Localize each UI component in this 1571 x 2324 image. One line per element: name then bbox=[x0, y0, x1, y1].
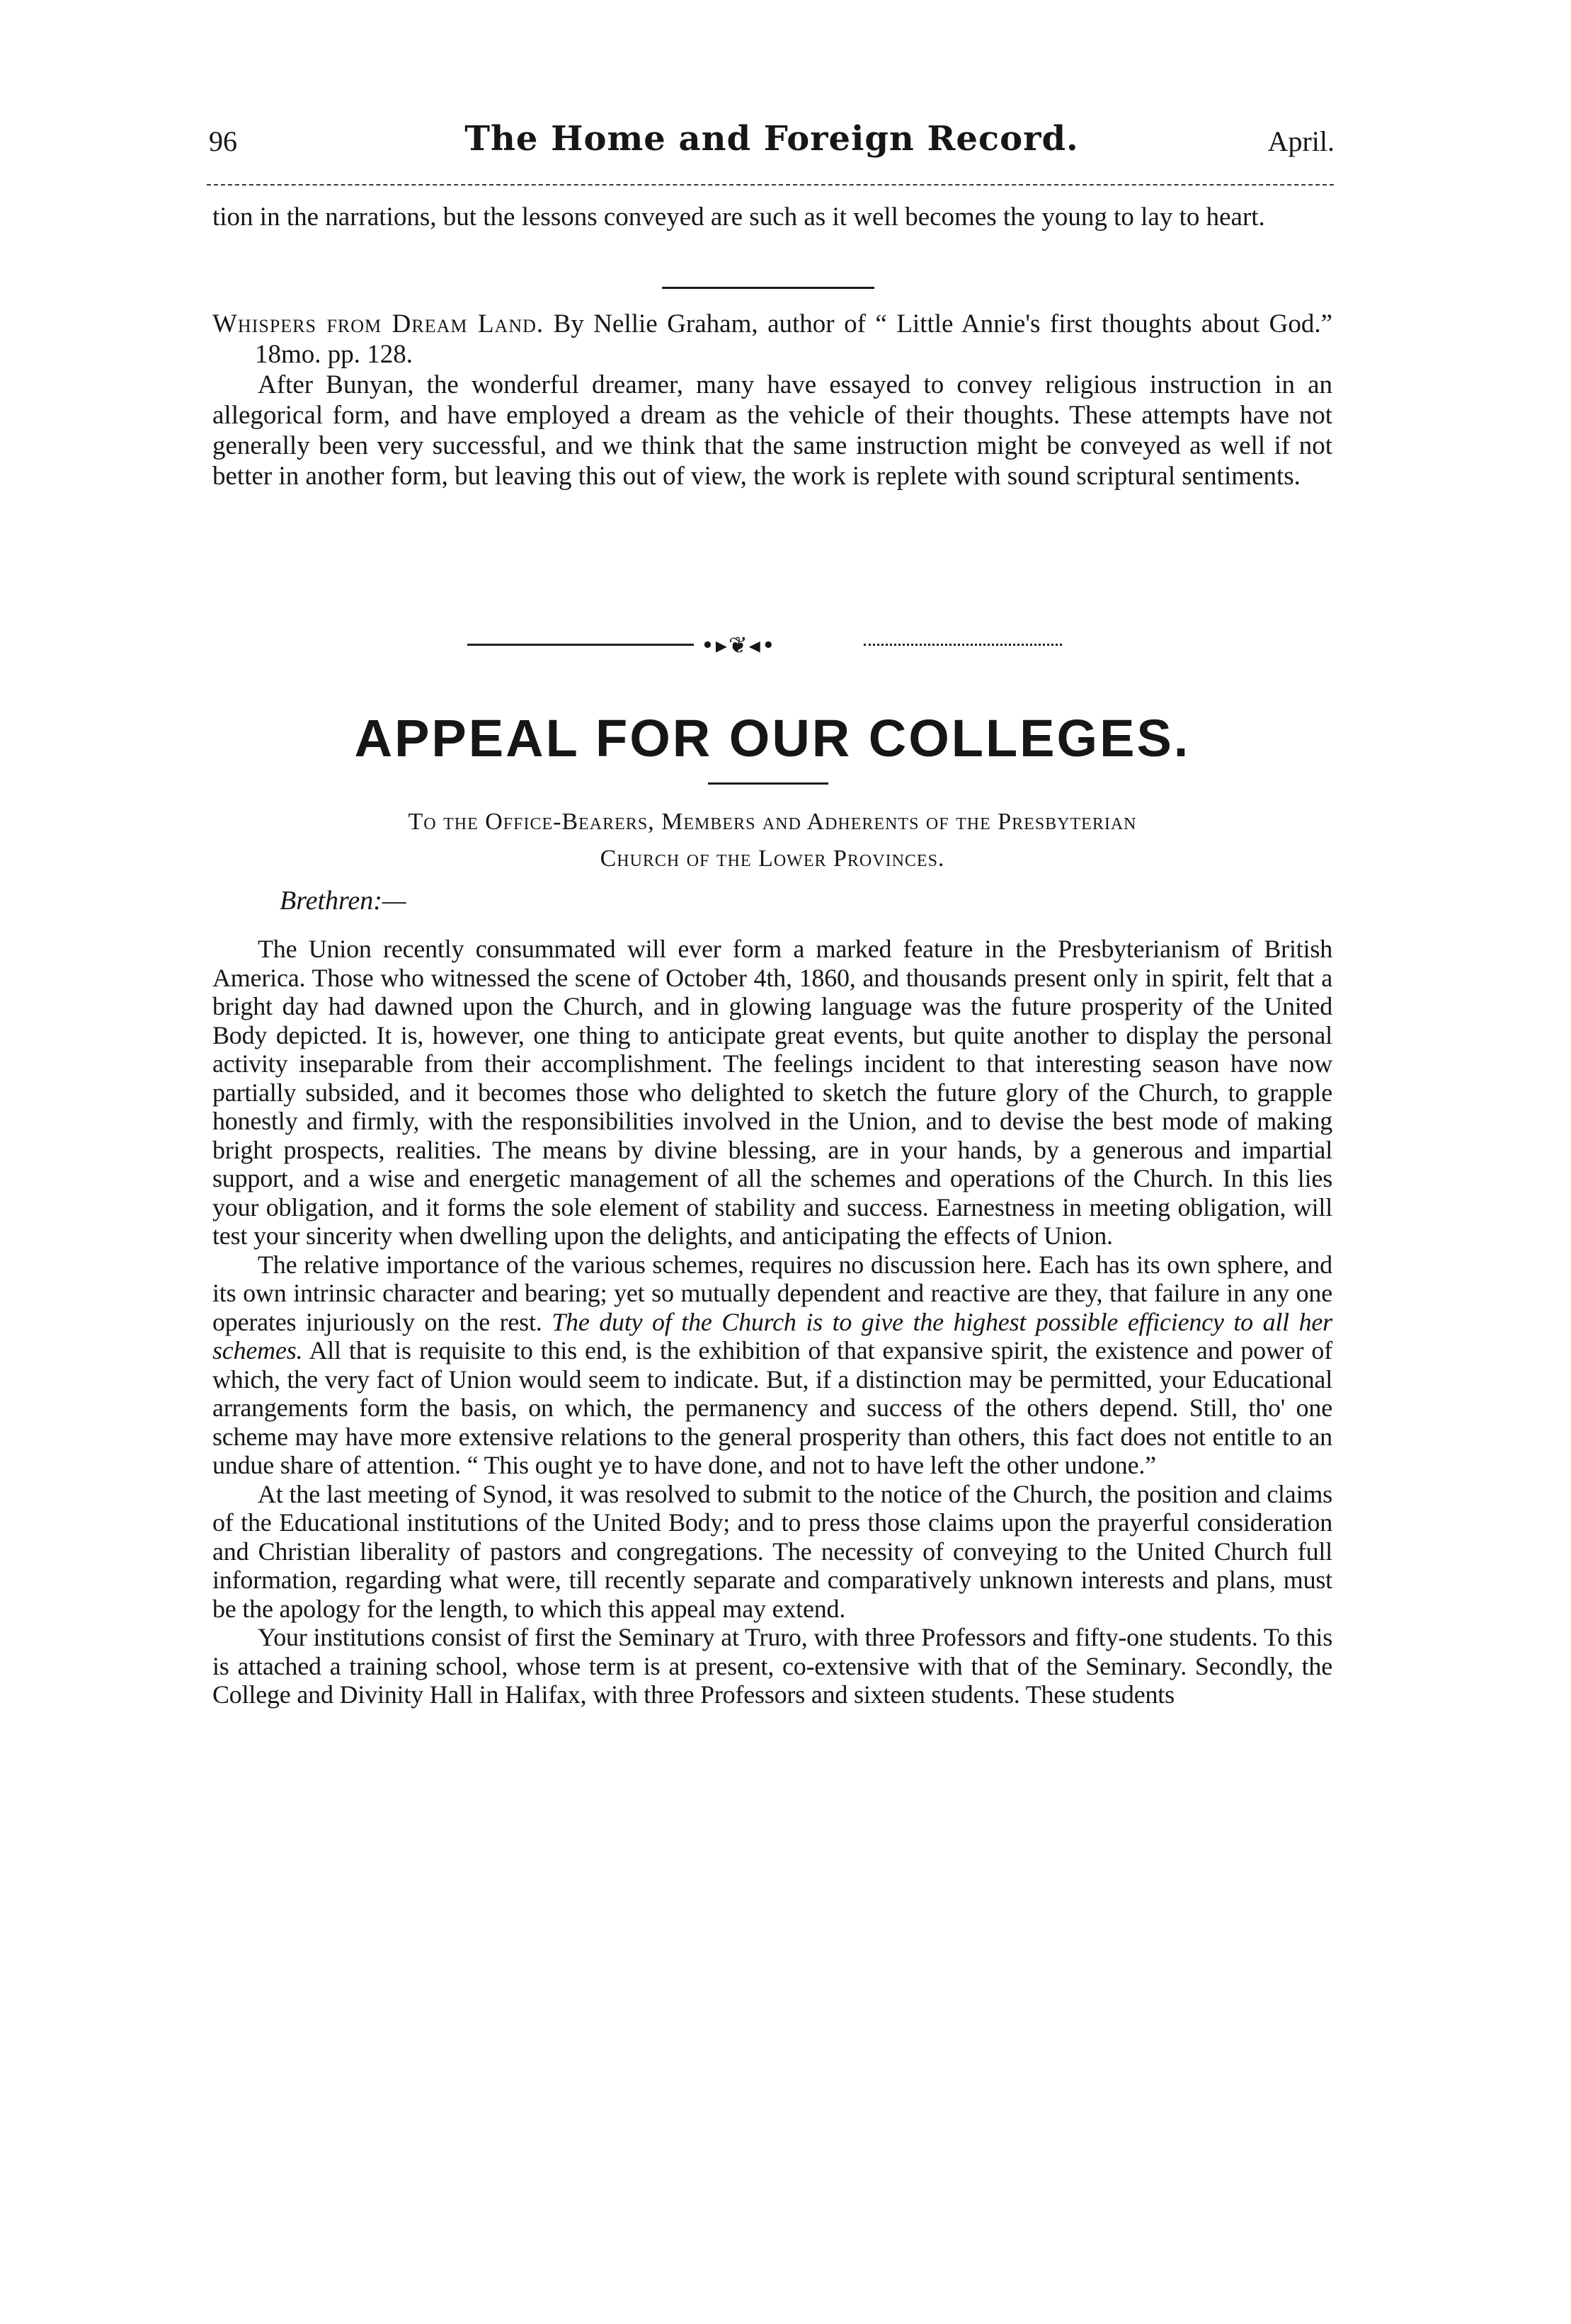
ornament-rule-right bbox=[864, 644, 1062, 646]
previous-article-tail bbox=[212, 202, 1332, 232]
article-title: APPEAL FOR OUR COLLEGES. bbox=[354, 709, 1191, 768]
page-number: 96 bbox=[209, 125, 237, 157]
paragraph-2-end: All that is requisite to this end, is the exhibition of that expansive spirit, the existence and power of which, the very fact of Union would seem to indicate. But, if a distinction may be permitted, your Educational arrangements form the basis, on which, the permanency and success of the others depend. Still, tho' one scheme may have more extensive relations to the general prosperity than others, this fact does not entitle to an undue share of attention. “ This ought ye to have done, and not to have left the other undone.” bbox=[212, 1336, 1332, 1479]
section-ornament bbox=[467, 632, 1062, 659]
address-line-2: Church of the Lower Provinces. bbox=[600, 845, 945, 872]
address-line-1: To the Office-Bearers, Members and Adherents of the Presbyterian bbox=[408, 809, 1137, 835]
salutation: Brethren:— bbox=[280, 886, 406, 916]
review-body: After Bunyan, the wonderful dreamer, many have essayed to convey religious instruction in an allegorical form, and have employed a dream as the vehicle of their thoughts. These attempts have not generally been very successful, and we think that the same instruction might be conveyed as well if not better in another form, but leaving this out of view, the work is replete with sound scriptural sentiments. bbox=[212, 370, 1332, 491]
paragraph-2-start: The relative importance of the various schemes, requires no discussion here. Each has its own sphere, and its own intrinsic character and bearing; yet so mutually dependent and reactive are they, that failure in any one operates injuriously on the rest. bbox=[212, 1250, 1332, 1336]
paragraph-1: The Union recently consummated will ever form a marked feature in the Presbyterianism of British America. Those who witnessed the scene of October 4th, 1860, and thousands present only in spirit, felt that a bright day had dawned upon the Church, and in glowing language was the future prosperity of the United Body depicted. It is, however, one thing to anticipate great events, but quite another to display the personal activity inseparable from their accomplishment. The feelings incident to that interesting season have now partially subsided, and it becomes those who delighted to sketch the future glory of the Church, to grapple honestly and firmly, with the responsibilities involved in the Union, and to devise the best mode of making bright prospects, realities. The means by divine blessing, are in your hands, by a generous and impartial support, and a wise and energetic management of all the schemes and operations of the Church. In this lies your obligation, and it forms the sole element of stability and success. Earnestness in meeting obligation, will test your sincerity when dwelling upon the delights, and anticipating the effects of Union. bbox=[212, 935, 1332, 1250]
ornament-flourish: •▸❦◂• bbox=[701, 632, 777, 659]
paragraph-3: At the last meeting of Synod, it was resolved to submit to the notice of the Church, the position and claims of the Educational institutions of the United Body; and to press those claims upon the prayerful consideration and Christian liberality of pastors and congregations. The necessity of conveying to the United Church full information, regarding what were, till recently separate and comparatively unknown interests and plans, must be the apology for the length, to which this appeal may extend. bbox=[212, 1479, 1332, 1623]
appeal-body bbox=[212, 935, 1332, 1709]
issue-month: April. bbox=[1267, 125, 1335, 157]
review-heading bbox=[212, 309, 1332, 370]
paragraph-4: Your institutions consist of first the Seminary at Truro, with three Professors and fifty-one students. To this is attached a training school, whose term is at present, co-extensive with that of the Seminary. Secondly, the College and Divinity Hall in Halifax, with three Professors and sixteen students. These students bbox=[212, 1623, 1332, 1709]
running-title: The Home and Foreign Record. bbox=[464, 119, 1079, 159]
page-header bbox=[209, 119, 1335, 169]
paragraph-2 bbox=[212, 1251, 1332, 1480]
paragraph-2-italic: The duty of the Church is to give the highest possible efficiency to all her schemes. bbox=[212, 1307, 1332, 1365]
book-review bbox=[212, 309, 1332, 491]
review-citation: By Nellie Graham, author of “ Little Annie's first thoughts about God.” 18mo. pp. 128. bbox=[255, 309, 1333, 369]
ornament-rule-left bbox=[467, 644, 694, 646]
previous-article-text: tion in the narrations, but the lessons conveyed are such as it well becomes the young to lay to heart. bbox=[212, 203, 1265, 232]
address-line bbox=[212, 804, 1332, 877]
section-rule bbox=[662, 287, 874, 289]
header-rule bbox=[207, 184, 1334, 186]
title-rule bbox=[708, 782, 828, 785]
review-title: Whispers from Dream Land. bbox=[212, 309, 544, 338]
